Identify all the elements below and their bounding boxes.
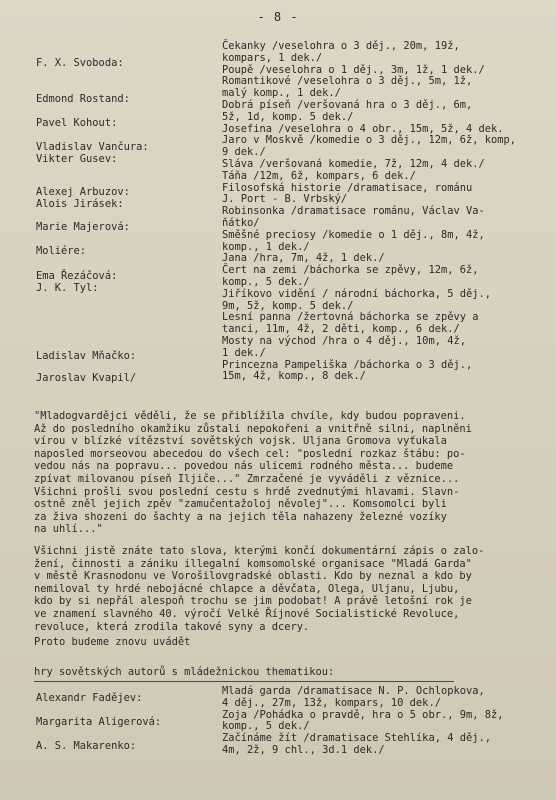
author-name: A. S. Makarenko: [36, 740, 137, 752]
play-entry-line: Poupě /veselohra o 1 děj., 3m, 1ž, 1 dek./ [222, 63, 485, 76]
closing-line: kdo by si nepřál alespoň trochu se jim podobat! A právě letošní rok je [34, 595, 472, 608]
quote-line: zpívat milovanou píseň Iljiče..." Zmrzačené je vyváděli z věznice... [34, 473, 460, 485]
quote-line: Až do posledního okamžiku zůstali nepokořeni a vnitřně silni, naplněni [34, 422, 472, 435]
play-entry-line: 9m, 5ž, komp. 5 dek./ [222, 299, 354, 312]
play-entry-line: Filosofská historie /dramatisace, románu [222, 181, 473, 194]
play-entry-line: Čekanky /veselohra o 3 děj., 20m, 19ž, [222, 40, 460, 52]
play-entry-line: Čert na zemi /báchorka se zpěvy, 12m, 6ž, [222, 264, 479, 277]
play-entry-line: Lesní panna /žertovná báchorka se zpěvy a [222, 311, 479, 324]
play-entry-line: Dobrá píseň /veršovaná hra o 3 děj., 6m, [222, 99, 473, 111]
play-entry-line: komp., 5 dek./ [222, 720, 310, 733]
play-entry-line: 5ž, 1d, komp. 5 dek./ [222, 110, 354, 123]
author-name: Ladislav Mňačko: [36, 350, 137, 362]
play-entry-line: Mladá garda /dramatisace N. P. Ochlopkova, [222, 685, 485, 697]
play-entry-line: Táňa /12m, 6ž, kompars, 6 dek./ [222, 169, 416, 182]
section-heading: hry sovětských autorů s mládežnickou thematikou: [34, 666, 335, 678]
author-name: Edmond Rostand: [36, 93, 130, 105]
page-number: - 8 - [257, 10, 299, 24]
play-entry-line: Princezna Pampeliška /báchorka o 3 děj., [222, 358, 473, 371]
author-name: Vladislav Vančura: [36, 141, 149, 153]
closing-line: nemiloval ty hrdé nebojácné chlapce a děvčata, Olega, Uljanu, Ljubu, [34, 582, 460, 595]
play-entry-line: Mosty na východ /hra o 4 děj., 10m, 4ž, [222, 335, 466, 347]
author-name: J. K. Tyl: [36, 282, 99, 294]
play-entry-line: 4 děj., 27m, 13ž, kompars, 10 dek./ [222, 696, 441, 709]
play-entry-line: malý komp., 1 dek./ [222, 87, 341, 100]
play-entry-line: Robinsonka /dramatisace románu, Václav Va- [222, 205, 485, 218]
author-name: Margarita Aligerová: [36, 716, 162, 728]
play-entry-line: tanci, 11m, 4ž, 2 děti, komp., 6 dek./ [222, 323, 460, 336]
closing-line: v městě Krasnodonu ve Vorošilovgradské oblasti. Kdo by neznal a kdo by [34, 570, 472, 583]
play-entry-line: Jaro v Moskvě /komedie o 3 děj., 12m, 6ž, komp, [222, 134, 517, 147]
author-name: Vikter Gusev: [36, 153, 118, 165]
play-entry-line: Romantikové /veselohra o 3 děj., 5m, 1ž, [222, 75, 473, 88]
author-name: Marie Majerová: [36, 221, 130, 233]
author-name: Pavel Kohout: [36, 117, 118, 129]
proto-line: Proto budeme znovu uvádět [34, 636, 191, 648]
play-entry-line: 15m, 4ž, komp., 8 dek./ [222, 370, 366, 383]
author-name: Moliére: [36, 245, 87, 257]
author-name: Jaroslav Kvapil/ [36, 372, 137, 384]
play-entry-line: Zoja /Pohádka o pravdě, hra o 5 obr., 9m, 8ž, [222, 708, 504, 721]
heading-underline [34, 681, 454, 682]
closing-line: revoluce, která zrodila takové syny a dcery. [34, 620, 310, 633]
author-name: Alexandr Fadějev: [36, 692, 143, 704]
quote-line: vírou v blízké vítězství sovětských vojsk. Uljana Gromova vyťukala [34, 435, 447, 448]
closing-line: Všichni jistě znáte tato slova, kterými končí dokumentární zápis o zalo- [34, 545, 485, 557]
play-entry-line: kompars, 1 dek./ [222, 51, 323, 64]
play-entry-line: Směšné preciosy /komedie o 1 děj., 8m, 4ž, [222, 228, 485, 241]
play-entry-line: 9 dek./ [222, 146, 266, 159]
play-entry-line: Začínáme žít /dramatisace Stehlíka, 4 děj., [222, 732, 491, 745]
play-entry-line: komp., 1 dek./ [222, 240, 310, 253]
play-entry-line: 4m, 2ž, 9 chl., 3d.1 dek./ [222, 744, 385, 756]
author-name: Alois Jirásek: [36, 198, 124, 210]
play-entry-line: J. Port - B. Vrbský/ [222, 193, 348, 206]
author-name: F. X. Svoboda: [36, 57, 124, 69]
quote-line: vedou nás na popravu... povedou nás ulicemi rodného města... budeme [34, 460, 454, 473]
quote-line: na uhlí..." [34, 523, 103, 536]
quote-line: za živa shozeni do šachty a na jejich těla nahazeny železné vozíky [34, 510, 447, 523]
play-entry-line: Sláva /veršovaná komedie, 7ž, 12m, 4 dek./ [222, 158, 485, 170]
author-name: Ema Řezáčová: [36, 270, 118, 282]
play-entry-line: Jiříkovo vidění / národní báchorka, 5 děj., [222, 287, 491, 300]
play-entry-line: komp., 5 dek./ [222, 276, 310, 288]
play-entry-line: ňátko/ [222, 217, 260, 229]
closing-line: ve znamení slavného 40. výročí Velké Říjnové Socialistické Revoluce, [34, 608, 460, 620]
play-entry-line: Jana /hra, 7m, 4ž, 1 dek./ [222, 252, 385, 265]
quote-line: naposled morseovou abecedou do všech cel: "poslední rozkaz štábu: po- [34, 447, 466, 460]
author-name: Alexej Arbuzov: [36, 186, 130, 198]
play-entry-line: Josefina /veselohra o 4 obr., 15m, 5ž, 4 dek. [222, 122, 504, 135]
play-entry-line: 1 dek./ [222, 346, 266, 359]
closing-line: žení, činnosti a zániku illegalní komsomolské organisace "Mladá Garda" [34, 557, 472, 570]
quote-line: ostně zněl jejich zpěv "zamučentažoloj něvolej"... Komsomolci byli [34, 498, 447, 511]
quote-line: "Mladogvardějci věděli, že se přiblížila chvíle, kdy budou popraveni. [34, 410, 466, 422]
quote-line: Všichni prošli svou poslední cestu s hrdě zvednutými hlavami. Slavn- [34, 485, 460, 498]
